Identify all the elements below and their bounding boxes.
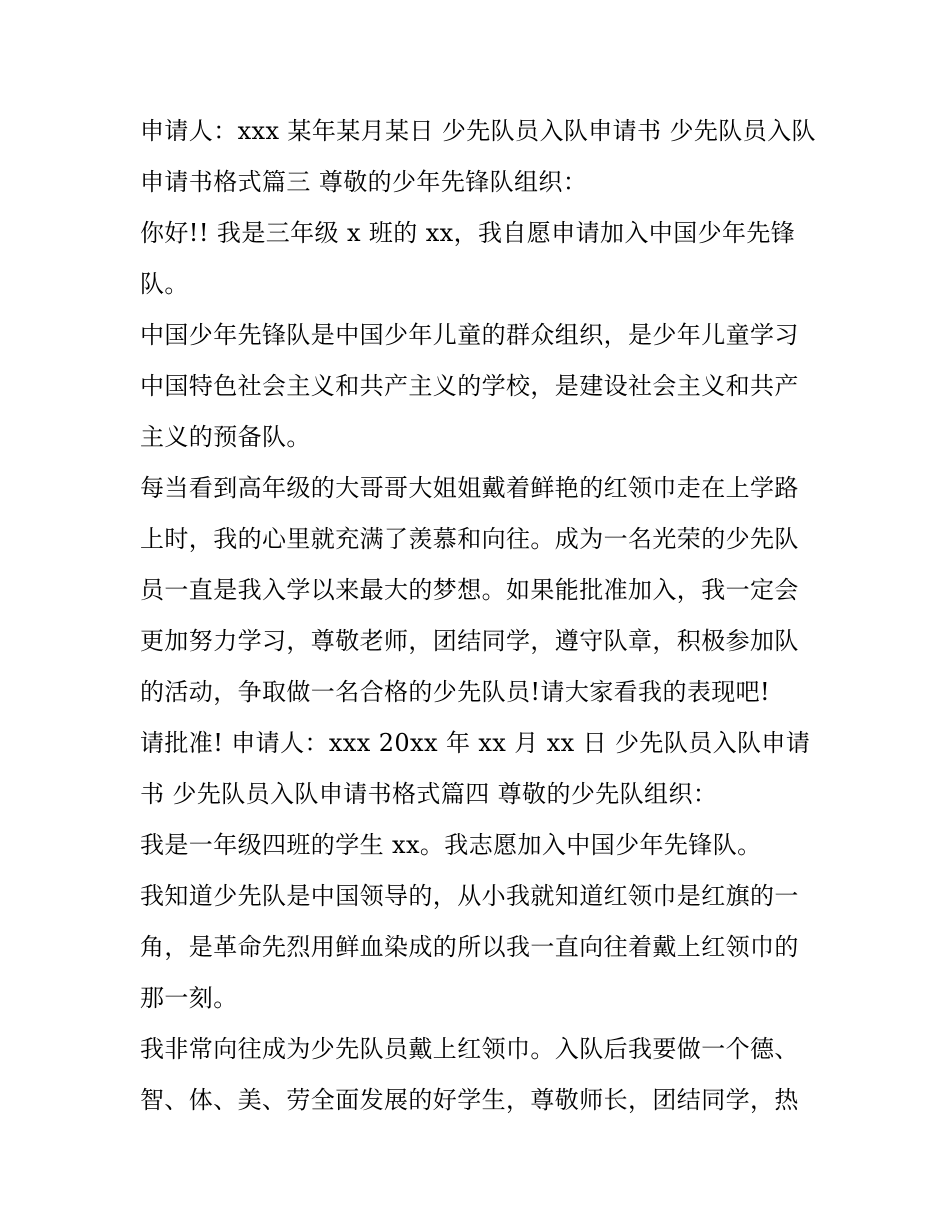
document-body	[140, 106, 820, 1126]
paragraph-intro: 申请人：xxx 某年某月某日 少先队员入队申请书 少先队员入队申请书格式篇三 尊敬的少年先锋队组织：	[140, 117, 816, 196]
paragraph-greeting: 你好!! 我是三年级 x 班的 xx，我自愿申请加入中国少年先锋队。	[140, 219, 796, 298]
paragraph-red-scarf: 我知道少先队是中国领导的，从小我就知道红领巾是红旗的一角，是革命先烈用鲜血染成的所以我一直向往着戴上红领巾的那一刻。	[140, 882, 799, 1012]
paragraph-request-approval: 请批准! 申请人：xxx 20xx 年 xx 月 xx 日 少先队员入队申请书 少先队员入队申请书格式篇四 尊敬的少先队组织：	[140, 729, 811, 808]
paragraph-commitment: 我非常向往成为少先队员戴上红领巾。入队后我要做一个德、智、体、美、劳全面发展的好学生，尊敬师长，团结同学，热	[140, 1035, 799, 1114]
paragraph-student-intro: 我是一年级四班的学生 xx。我志愿加入中国少年先锋队。	[140, 831, 762, 859]
paragraph-pioneers-definition: 中国少年先锋队是中国少年儿童的群众组织，是少年儿童学习中国特色社会主义和共产主义的学校，是建设社会主义和共产主义的预备队。	[140, 321, 799, 451]
paragraph-aspiration: 每当看到高年级的大哥哥大姐姐戴着鲜艳的红领巾走在上学路上时，我的心里就充满了羡慕和向往。成为一名光荣的少先队员一直是我入学以来最大的梦想。如果能批准加入，我一定会更加努力学习，尊敬老师，团结同学，遵守队章，积极参加队的活动，争取做一名合格的少先队员!请大家看我的表现吧!	[140, 474, 799, 706]
